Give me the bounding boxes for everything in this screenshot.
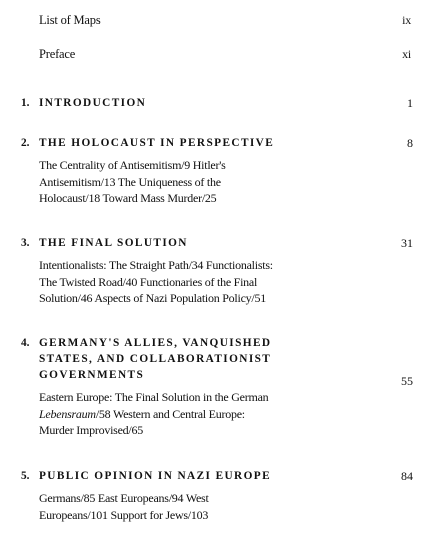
chapter-page: 8 bbox=[407, 136, 413, 150]
chapter-heading bbox=[21, 468, 413, 484]
chapter-heading bbox=[21, 135, 413, 151]
chapter-title-line: THE HOLOCAUST IN PERSPECTIVE bbox=[39, 137, 275, 149]
toc-entry-page: ix bbox=[402, 13, 411, 27]
chapter-number: 5. bbox=[21, 470, 30, 482]
subsection-line: Intentionalists: The Straight Path/34 Functionalists: bbox=[39, 258, 273, 272]
chapter-heading bbox=[21, 235, 413, 251]
chapter-page: 1 bbox=[407, 96, 413, 110]
subsection-line: Solution/46 Aspects of Nazi Population Policy/51 bbox=[39, 291, 266, 305]
subsection-line: Eastern Europe: The Final Solution in the German bbox=[39, 390, 269, 404]
chapter-title-line: GOVERNMENTS bbox=[39, 369, 145, 381]
chapter-title-line: PUBLIC OPINION IN NAZI EUROPE bbox=[39, 470, 272, 482]
chapter-2 bbox=[21, 135, 413, 207]
subsection-line: The Centrality of Antisemitism/9 Hitler's bbox=[39, 158, 226, 172]
toc-entry-page: xi bbox=[402, 47, 411, 61]
chapter-number: 1. bbox=[21, 97, 30, 109]
italic-term: Lebensraum bbox=[39, 406, 96, 421]
chapter-title-line: GERMANY'S ALLIES, VANQUISHED bbox=[39, 337, 272, 349]
subsection-line: Germans/85 East Europeans/94 West bbox=[39, 491, 209, 505]
chapter-page: 31 bbox=[401, 236, 413, 250]
toc-entry-title: List of Maps bbox=[39, 13, 101, 27]
chapter-5 bbox=[21, 468, 413, 523]
chapter-heading bbox=[21, 95, 413, 111]
chapter-subsections bbox=[39, 490, 359, 523]
subsection-line: Murder Improvised/65 bbox=[39, 423, 143, 437]
chapter-4 bbox=[21, 335, 413, 439]
chapter-page: 84 bbox=[401, 469, 413, 483]
toc-entry-preface bbox=[39, 46, 411, 62]
chapter-number: 2. bbox=[21, 137, 30, 149]
toc-entry-title: Preface bbox=[39, 47, 76, 61]
chapter-heading bbox=[21, 335, 413, 388]
subsection-line: Antisemitism/13 The Uniqueness of the bbox=[39, 174, 221, 189]
chapter-title-line: THE FINAL SOLUTION bbox=[39, 237, 188, 249]
chapter-title-line: STATES, AND COLLABORATIONIST bbox=[39, 353, 272, 365]
chapter-subsections bbox=[39, 157, 359, 207]
subsection-line: Holocaust/18 Toward Mass Murder/25 bbox=[39, 191, 217, 205]
subsection-line: Lebensraum/58 Western and Central Europe: bbox=[39, 406, 245, 421]
chapter-subsections bbox=[39, 389, 359, 439]
toc-entry-list-of-maps bbox=[39, 12, 411, 28]
chapter-subsections bbox=[39, 257, 359, 307]
subsection-line: Europeans/101 Support for Jews/103 bbox=[39, 507, 209, 522]
chapter-title-line: INTRODUCTION bbox=[39, 97, 147, 109]
chapter-3 bbox=[21, 235, 413, 307]
chapter-number: 3. bbox=[21, 237, 30, 249]
chapter-page: 55 bbox=[401, 374, 413, 388]
chapter-1 bbox=[21, 95, 413, 111]
subsection-line: The Twisted Road/40 Functionaries of the Final bbox=[39, 274, 258, 289]
chapter-number: 4. bbox=[21, 337, 30, 349]
